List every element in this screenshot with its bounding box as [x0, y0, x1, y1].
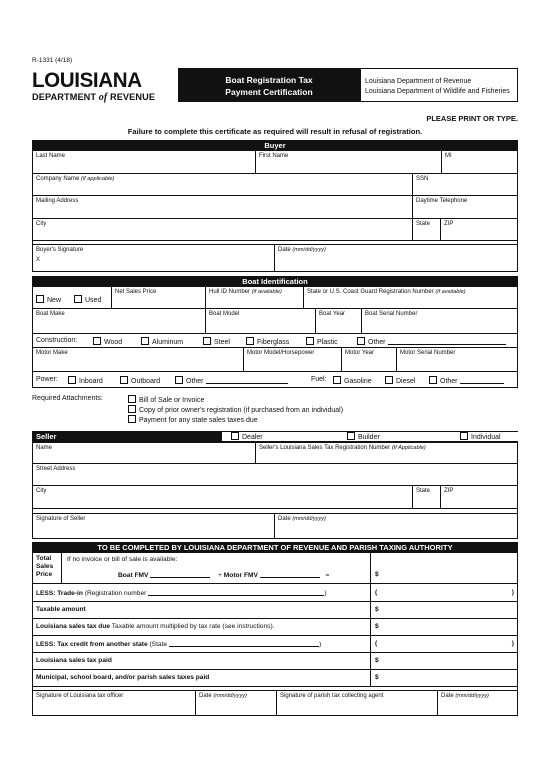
- la-tax-due-row: Louisiana sales tax due Taxable amount multiplied by tax rate (see instructions). $: [33, 619, 517, 636]
- authority-section: [32, 553, 518, 716]
- boat-model-field[interactable]: Boat Model: [205, 309, 315, 333]
- total-sales-price-label: Total Sales Price: [36, 555, 54, 578]
- power-label: Power:: [36, 376, 58, 383]
- boat-serial-field[interactable]: Boat Serial Number: [361, 309, 517, 333]
- dealer-checkbox[interactable]: Dealer: [231, 432, 263, 441]
- last-name-field[interactable]: Last Name: [36, 153, 66, 159]
- aluminum-checkbox[interactable]: Aluminum: [141, 337, 183, 346]
- buyer-signature-field[interactable]: Buyer's Signature X: [36, 247, 84, 263]
- buyer-date-field[interactable]: Date (mm/dd/yyyy): [274, 245, 517, 271]
- logo-louisiana: LOUISIANA: [32, 69, 142, 92]
- officer-date-field[interactable]: Date (mm/dd/yyyy): [195, 691, 276, 715]
- mailing-address-field[interactable]: Mailing Address: [36, 198, 79, 204]
- buyer-name-row: [33, 151, 517, 174]
- daytime-telephone-field[interactable]: Daytime Telephone: [412, 196, 517, 218]
- seller-date-field[interactable]: Date (mm/dd/yyyy): [274, 514, 517, 538]
- officer-signature-row: [33, 691, 517, 715]
- boat-make-field[interactable]: Boat Make: [36, 311, 65, 317]
- attachments-label: Required Attachments:: [32, 395, 103, 402]
- trade-in-amount[interactable]: (: [375, 589, 378, 596]
- tax-credit-row: LESS: Tax credit from another state (State ) ( ): [33, 636, 517, 653]
- individual-checkbox[interactable]: Individual: [460, 432, 501, 441]
- used-checkbox[interactable]: Used: [74, 295, 101, 304]
- taxable-amount[interactable]: $: [375, 606, 379, 613]
- new-checkbox[interactable]: New: [36, 295, 61, 304]
- seller-signature-field[interactable]: Signature of Seller: [36, 516, 86, 522]
- taxable-amount-row: Taxable amount $: [33, 602, 517, 619]
- wood-checkbox[interactable]: Wood: [93, 337, 122, 346]
- department-names: Louisiana Department of Revenue Louisiana Department of Wildlife and Fisheries: [360, 68, 518, 102]
- no-invoice-note: If no invoice or bill of sale is available:: [67, 556, 178, 563]
- boat-year-field[interactable]: Boat Year: [315, 309, 361, 333]
- seller-section-header: Seller: [32, 431, 518, 442]
- hull-id-field[interactable]: Hull ID Number (if available): [205, 287, 303, 308]
- seller-name-field[interactable]: Name: [36, 445, 53, 451]
- diesel-checkbox[interactable]: Diesel: [385, 376, 415, 385]
- department-logo: [32, 70, 174, 103]
- attachment-prior-registration[interactable]: Copy of prior owner's registration (if purchased from an individual): [128, 405, 343, 414]
- fmv-calc: Boat FMV + Motor FMV =: [118, 572, 330, 579]
- fiberglass-checkbox[interactable]: Fiberglass: [246, 337, 289, 346]
- city-field[interactable]: City: [36, 221, 47, 227]
- attachment-bill-of-sale[interactable]: Bill of Sale or Invoice: [128, 395, 204, 404]
- seller-city-field[interactable]: City: [36, 488, 47, 494]
- power-fuel-row: [33, 372, 517, 387]
- la-tax-paid-amount[interactable]: $: [375, 657, 379, 664]
- net-sales-price-field[interactable]: Net Sales Price: [111, 287, 205, 308]
- buyer-section: [32, 151, 518, 272]
- first-name-field[interactable]: First Name: [255, 151, 441, 173]
- form-title: Boat Registration Tax Payment Certification: [178, 68, 360, 102]
- authority-section-header: TO BE COMPLETED BY LOUISIANA DEPARTMENT OF REVENUE AND PARISH TAXING AUTHORITY: [32, 542, 518, 553]
- state-field[interactable]: State: [412, 219, 440, 240]
- mi-field[interactable]: MI: [441, 151, 517, 173]
- state-registration-field[interactable]: State or U.S. Coast Guard Registration Number (if available): [303, 287, 517, 308]
- print-notice: PLEASE PRINT OR TYPE.: [426, 114, 518, 123]
- seller-section: [32, 442, 518, 539]
- agent-date-field[interactable]: Date (mm/dd/yyyy): [437, 691, 517, 715]
- other-power-checkbox[interactable]: Other: [175, 376, 288, 385]
- trade-in-row: LESS: Trade-in (Registration number ) ( ): [33, 584, 517, 602]
- la-tax-paid-row: Louisiana sales tax paid $: [33, 653, 517, 670]
- form-number: R-1331 (4/18): [32, 57, 73, 64]
- total-sales-price-amount[interactable]: $: [375, 571, 379, 578]
- other-fuel-checkbox[interactable]: Other: [429, 376, 504, 385]
- municipal-tax-amount[interactable]: $: [375, 674, 379, 681]
- zip-field[interactable]: ZIP: [440, 219, 517, 240]
- la-tax-due-amount[interactable]: $: [375, 623, 379, 630]
- seller-zip-field[interactable]: ZIP: [440, 486, 517, 508]
- municipal-tax-row: Municipal, school board, and/or parish sales taxes paid $: [33, 670, 517, 687]
- logo-department: DEPARTMENT of REVENUE: [32, 92, 156, 103]
- motor-year-field[interactable]: Motor Year: [341, 348, 396, 371]
- buyer-section-header: Buyer: [32, 140, 518, 151]
- seller-tax-registration-field[interactable]: Seller's Louisiana Sales Tax Registration Number (If Applicable): [255, 443, 517, 463]
- outboard-checkbox[interactable]: Outboard: [120, 376, 160, 385]
- construction-row: [33, 334, 517, 348]
- fuel-label: Fuel:: [311, 376, 327, 383]
- company-name-field[interactable]: Company Name (if applicable): [36, 176, 115, 182]
- ssn-field[interactable]: SSN: [412, 174, 517, 195]
- plastic-checkbox[interactable]: Plastic: [306, 337, 338, 346]
- inboard-checkbox[interactable]: Inboard: [68, 376, 103, 385]
- steel-checkbox[interactable]: Steel: [203, 337, 230, 346]
- seller-type-options: [222, 432, 518, 441]
- gasoline-checkbox[interactable]: Gasoline: [333, 376, 372, 385]
- motor-make-field[interactable]: Motor Make: [36, 350, 68, 356]
- seller-street-field[interactable]: Street Address: [36, 466, 76, 472]
- boat-section-header: Boat Identification: [32, 276, 518, 287]
- tax-officer-signature-field[interactable]: Signature of Louisiana tax officer: [36, 693, 124, 699]
- builder-checkbox[interactable]: Builder: [347, 432, 380, 441]
- parish-agent-signature-field[interactable]: Signature of parish tax collecting agent: [276, 691, 437, 715]
- total-sales-price-row: [33, 553, 517, 584]
- motor-serial-field[interactable]: Motor Serial Number: [396, 348, 517, 371]
- other-construction-checkbox[interactable]: Other: [357, 337, 506, 346]
- attachment-tax-payment[interactable]: Payment for any state sales taxes due: [128, 415, 258, 424]
- boat-section: [32, 287, 518, 388]
- construction-label: Construction:: [36, 337, 78, 344]
- warning-text: Failure to complete this certificate as required will result in refusal of registration.: [127, 127, 423, 136]
- seller-state-field[interactable]: State: [412, 486, 440, 508]
- motor-model-field[interactable]: Motor Model/Horsepower: [243, 348, 341, 371]
- tax-credit-amount[interactable]: (: [375, 640, 378, 647]
